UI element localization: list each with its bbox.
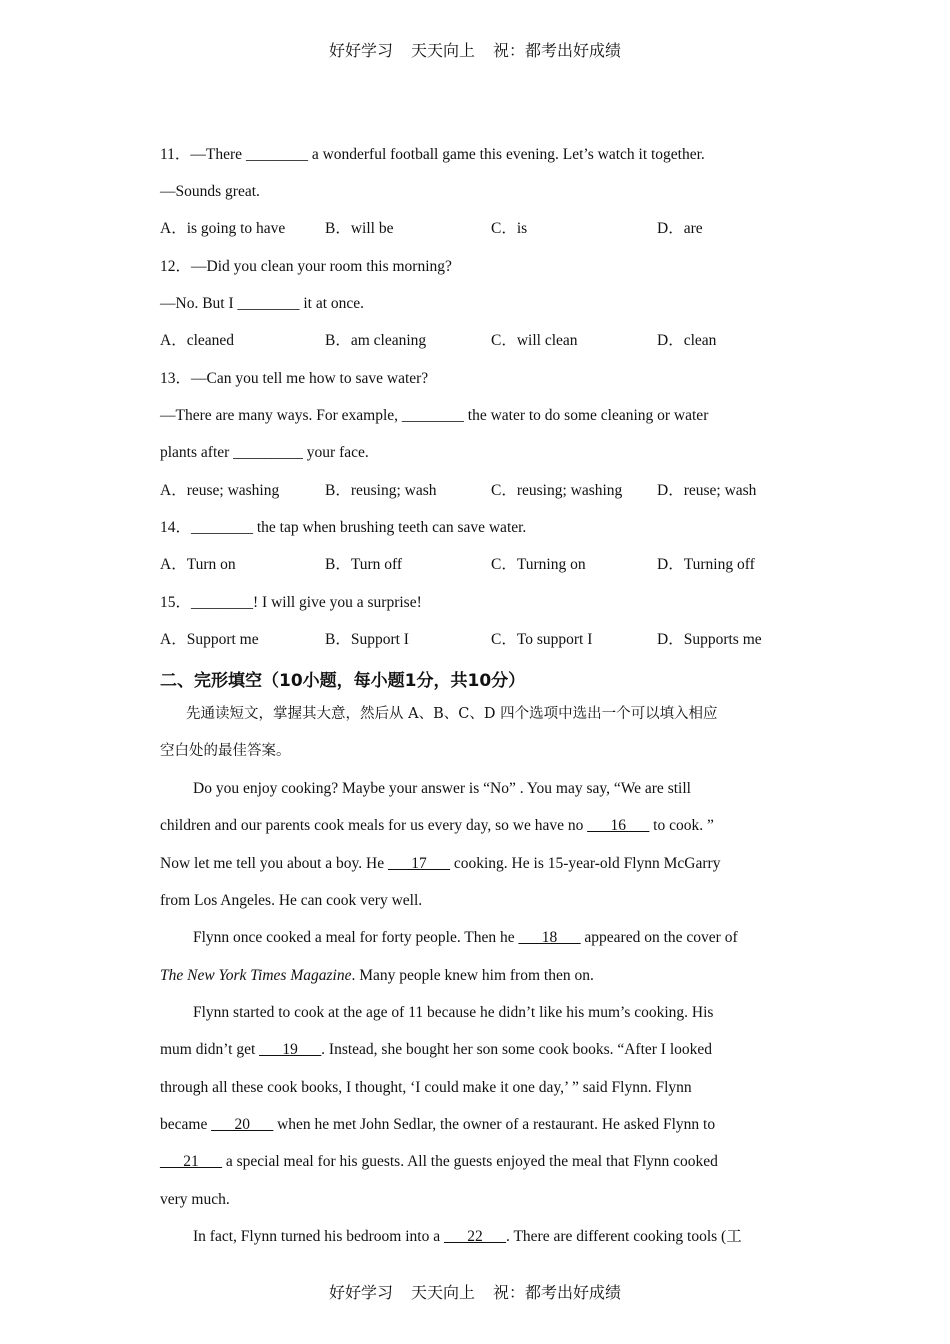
q13-option-d: D．reuse; wash: [657, 482, 757, 499]
q13-option-a: A．reuse; washing: [160, 482, 280, 499]
text-run: children and our parents cook meals for us every day, so we have no: [160, 817, 588, 834]
passage-line: [160, 1115, 715, 1135]
passage-line: [160, 816, 714, 836]
passage-line: from Los Angeles. He can cook very well.: [160, 892, 423, 909]
text-run: In fact, Flynn turned his bedroom into a: [193, 1228, 444, 1245]
q15-stem: 15．________! I will give you a surprise!: [160, 594, 422, 611]
blank-19: ___19___: [259, 1041, 322, 1058]
q13-stem: 13．—Can you tell me how to save water?: [160, 370, 429, 387]
passage-line: Flynn started to cook at the age of 11 because he didn’t like his mum’s cooking. His: [193, 1004, 714, 1021]
passage-line: [193, 1227, 742, 1247]
header-motto-2: 天天向上: [410, 43, 475, 60]
q14-option-b: B．Turn off: [325, 556, 403, 573]
q11-option-d: D．are: [657, 220, 703, 237]
blank-22: ___22___: [443, 1228, 506, 1245]
footer-motto-2: 天天向上: [410, 1285, 475, 1302]
q14-option-d: D．Turning off: [657, 556, 755, 573]
header-motto-1: 好好学习: [328, 43, 393, 60]
footer-motto-1: 好好学习: [328, 1285, 393, 1302]
q13-reply-cont: plants after _________ your face.: [160, 444, 369, 461]
text-run: Now let me tell you about a boy. He: [160, 855, 388, 872]
blank-20: ___20___: [211, 1116, 274, 1133]
q12-option-a: A．cleaned: [160, 332, 235, 349]
text-run: to cook. ”: [649, 817, 714, 834]
text-run: Flynn once cooked a meal for forty people. Then he: [193, 929, 519, 946]
text-run: when he met John Sedlar, the owner of a restaurant. He asked Flynn to: [273, 1116, 716, 1133]
text-run: appeared on the cover of: [580, 929, 738, 946]
passage-line: [160, 854, 720, 874]
passage-line: [160, 1152, 718, 1172]
q14-stem: 14．________ the tap when brushing teeth can save water.: [160, 519, 527, 536]
passage-line: [193, 928, 738, 948]
q12-reply: —No. But I ________ it at once.: [160, 295, 365, 312]
q12-option-c: C．will clean: [491, 332, 578, 349]
magazine-title: The New York Times Magazine: [160, 967, 352, 984]
section-title: 二、完形填空（10小题，每小题1分，共10分）: [160, 671, 526, 691]
passage-line: [160, 966, 594, 986]
text-run: a special meal for his guests. All the guests enjoyed the meal that Flynn cooked: [222, 1153, 718, 1170]
header-motto-3: 祝：都考出好成绩: [493, 43, 622, 60]
text-run: . There are different cooking tools (工: [505, 1228, 742, 1245]
page-header: [0, 38, 950, 61]
q12-option-b: B．am cleaning: [325, 332, 427, 349]
q12-option-d: D．clean: [657, 332, 717, 349]
text-run: . Many people knew him from then on.: [351, 967, 594, 984]
page-footer: [0, 1280, 950, 1303]
passage-line: [160, 1040, 712, 1060]
q14-option-a: A．Turn on: [160, 556, 236, 573]
section-instruction-cont: 空白处的最佳答案。: [160, 743, 291, 759]
q15-option-c: C．To support I: [491, 631, 593, 648]
blank-21: ___21___: [160, 1153, 222, 1170]
q11-reply: —Sounds great.: [160, 183, 260, 200]
text-run: became: [160, 1116, 212, 1133]
q15-option-a: A．Support me: [160, 631, 259, 648]
section-instruction: 先通读短文，掌握其大意，然后从 A、B、C、D 四个选项中选出一个可以填入相应: [186, 706, 718, 722]
text-run: cooking. He is 15-year-old Flynn McGarry: [450, 855, 721, 872]
q13-reply: —There are many ways. For example, ________ the water to do some cleaning or water: [160, 407, 709, 424]
passage-line: very much.: [160, 1191, 230, 1208]
passage-line: Do you enjoy cooking? Maybe your answer is “No” . You may say, “We are still: [193, 780, 691, 797]
q11-stem: 11．—There ________ a wonderful football game this evening. Let’s watch it together.: [160, 146, 705, 163]
q12-stem: 12．—Did you clean your room this morning?: [160, 258, 452, 275]
footer-motto-3: 祝：都考出好成绩: [493, 1285, 622, 1302]
q15-option-d: D．Supports me: [657, 631, 762, 648]
q11-option-c: C．is: [491, 220, 528, 237]
blank-18: ___18___: [518, 929, 581, 946]
q11-option-a: A．is going to have: [160, 220, 286, 237]
blank-16: ___16___: [587, 817, 650, 834]
q11-option-b: B．will be: [325, 220, 394, 237]
q13-option-b: B．reusing; wash: [325, 482, 437, 499]
passage-line: through all these cook books, I thought, ‘I could make it one day,’ ” said Flynn. Flynn: [160, 1079, 692, 1096]
blank-17: ___17___: [388, 855, 450, 872]
text-run: mum didn’t get: [160, 1041, 260, 1058]
q13-option-c: C．reusing; washing: [491, 482, 623, 499]
text-run: . Instead, she bought her son some cook books. “After I looked: [321, 1041, 713, 1058]
q15-option-b: B．Support I: [325, 631, 409, 648]
q14-option-c: C．Turning on: [491, 556, 586, 573]
